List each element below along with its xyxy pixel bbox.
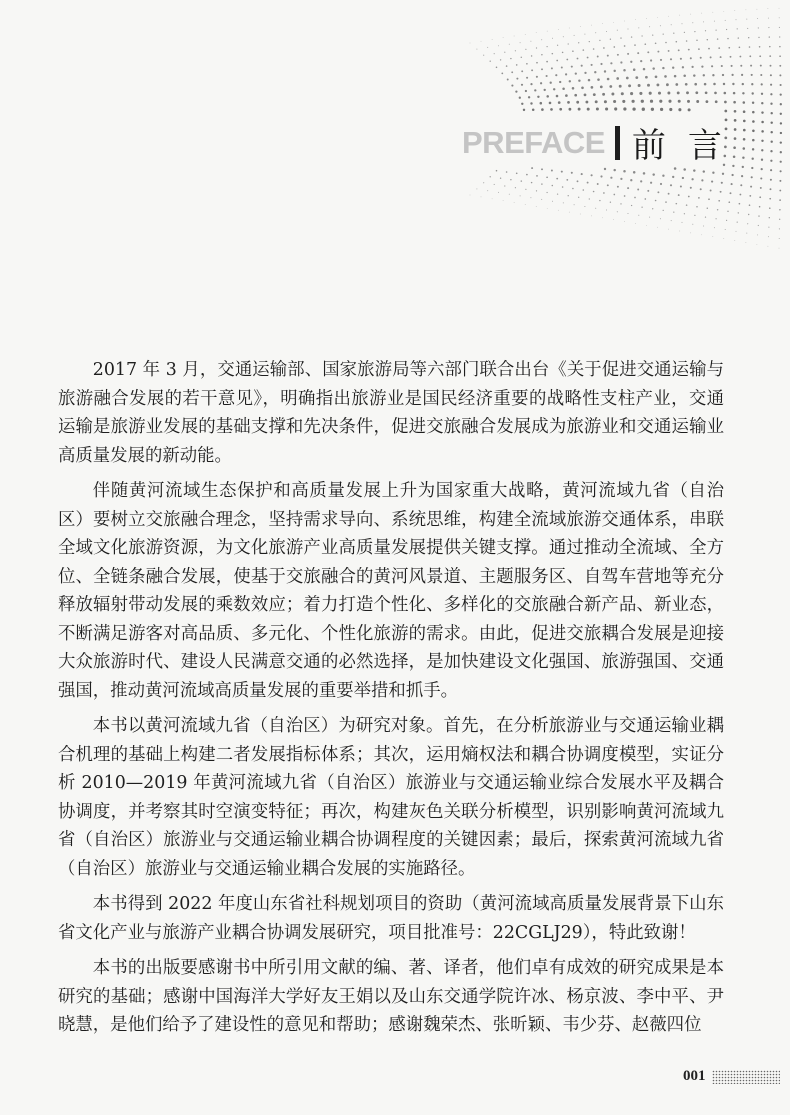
chapter-header [462,118,744,167]
footer-dot-pattern [712,1070,780,1084]
paragraph-3: 本书以黄河流域九省（自治区）为研究对象。首先，在分析旅游业与交通运输业耦合机理的基础上构建二者发展指标体系；其次，运用熵权法和耦合协调度模型，实证分析 2010—2019 年黄河流域九省（自治区）旅游业与交通运输业综合发展水平及耦合协调度，并考察其时空演变特征；再次，构建灰色关联分析模型，识别影响黄河流域九省（自治区）旅游业与交通运输业耦合协调程度的关键因素；最后，探索黄河流域九省（自治区）旅游业与交通运输业耦合发展的实施路径。 [58,716,724,879]
paragraph-1: 2017 年 3 月，交通运输部、国家旅游局等六部门联合出台《关于促进交通运输与旅游融合发展的若干意见》，明确指出旅游业是国民经济重要的战略性支柱产业，交通运输是旅游业发展的基础支撑和先决条件，促进交旅融合发展成为旅游业和交通运输业高质量发展的新动能。 [58,360,724,466]
preface-title-cn: 前言 [631,126,744,166]
title-divider-bar [615,126,620,160]
paragraph-2: 伴随黄河流域生态保护和高质量发展上升为国家重大战略，黄河流域九省（自治区）要树立交旅融合理念，坚持需求导向、系统思维，构建全流域旅游交通体系，串联全域文化旅游资源，为文化旅游产业高质量发展提供关键支撑。通过推动全流域、全方位、全链条融合发展，使基于交旅融合的黄河风景道、主题服务区、自驾车营地等充分释放辐射带动发展的乘数效应；着力打造个性化、多样化的交旅融合新产品、新业态，不断满足游客对高品质、多元化、个性化旅游的需求。由此，促进交旅耦合发展是迎接大众旅游时代、建设人民满意交通的必然选择，是加快建设文化强国、旅游强国、交通强国，推动黄河流域高质量发展的重要举措和抓手。 [58,481,724,701]
page-number: 001 [683,1068,706,1084]
paragraph-5: 本书的出版要感谢书中所引用文献的编、著、译者，他们卓有成效的研究成果是本研究的基础；感谢中国海洋大学好友王娟以及山东交通学院许冰、杨京波、李中平、尹晓慧，是他们给予了建设性的意见和帮助；感谢魏荣杰、张昕颖、韦少芬、赵薇四位 [58,958,724,1035]
preface-body [58,356,724,1047]
paragraph-4: 本书得到 2022 年度山东省社科规划项目的资助（黄河流域高质量发展背景下山东省文化产业与旅游产业耦合协调发展研究，项目批准号：22CGLJ29），特此致谢！ [58,894,724,943]
page-footer [683,1068,780,1085]
preface-title-en: PREFACE [462,124,605,160]
